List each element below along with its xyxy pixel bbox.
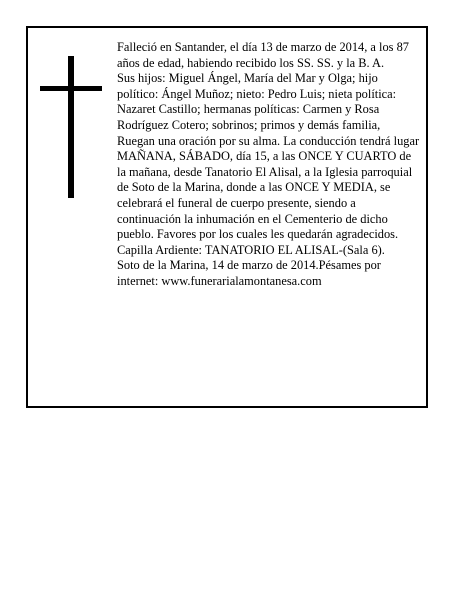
cross-horizontal-bar xyxy=(40,86,102,91)
family-list: Sus hijos: Miguel Ángel, María del Mar y Olga; hijo político: Ángel Muñoz; nieto: Pedro Luis; nieta política: Nazaret Castillo; hermanas políticas: Carmen y Rosa Rodríguez Cotero; sobrinos; primos y demás familia, xyxy=(117,71,397,132)
cross-vertical-bar xyxy=(68,56,74,198)
obituary-text xyxy=(117,40,422,290)
service-details: Ruegan una oración por su alma. La conducción tendrá lugar MAÑANA, SÁBADO, día 15, a las ONCE Y CUARTO de la mañana, desde Tanatorio El Alisal, a la Iglesia parroquial de Soto de la Marina, donde a las ONCE Y MEDIA, se celebrará el funeral de cuerpo presente, siendo a continuación la inhumación en el Cementerio de dicho pueblo. Favores por los cuales les quedarán agradecidos. Capilla Ardiente: TANATORIO EL ALISAL-(Sala 6). xyxy=(117,133,420,257)
obituary-notice xyxy=(26,26,428,408)
place-date-condolences: Soto de la Marina, 14 de marzo de 2014.Pésames por internet: www.funerarialamontanesa.com xyxy=(117,258,381,288)
death-announcement: Falleció en Santander, el día 13 de marzo de 2014, a los 87 años de edad, habiendo recibido los SS. SS. y la B. A. xyxy=(117,40,409,70)
